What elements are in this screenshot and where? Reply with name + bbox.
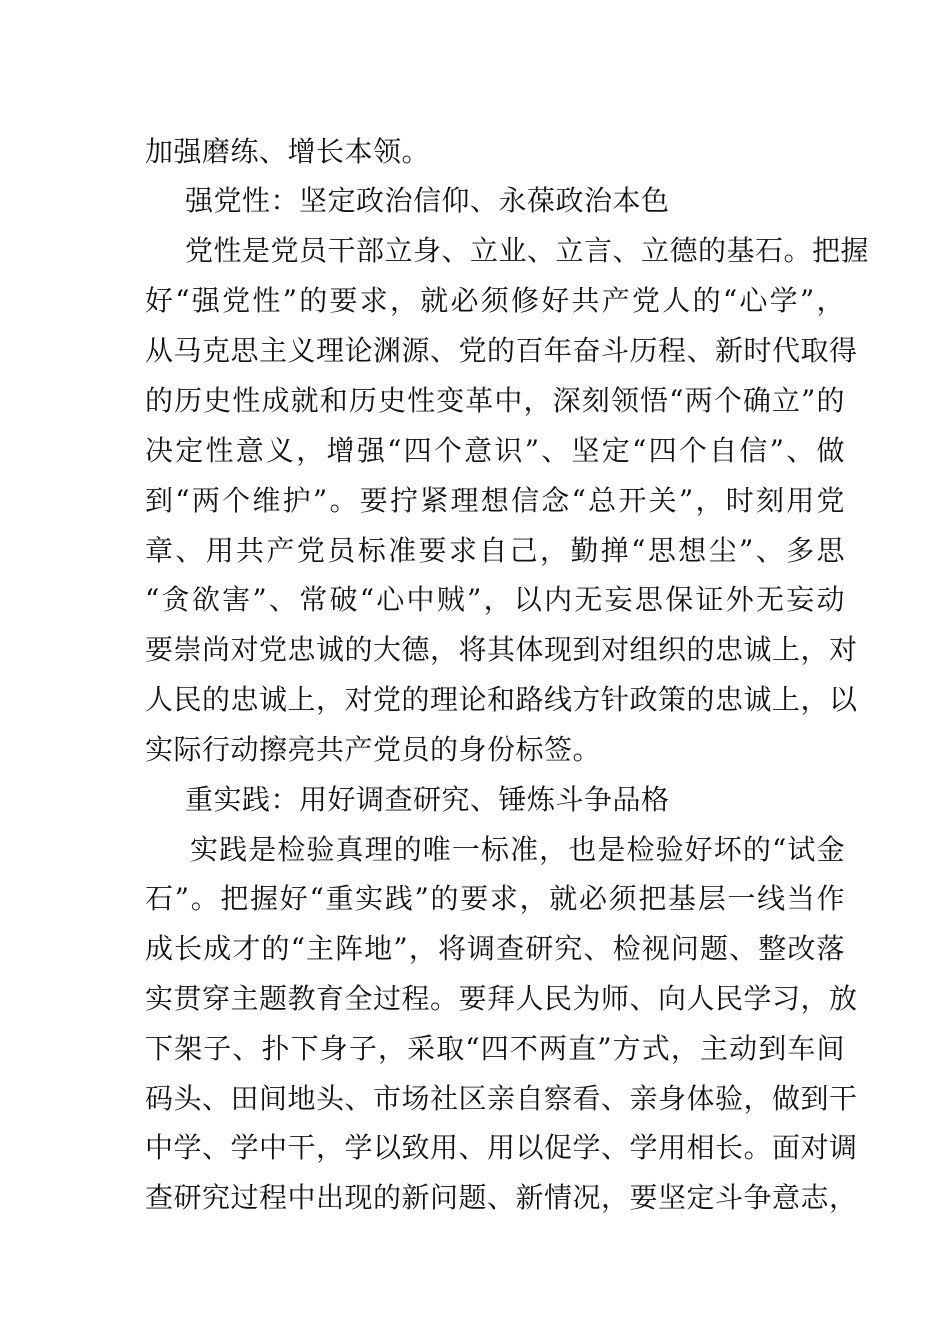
paragraph-line: 要崇尚对党忠诚的大德，将其体现到对组织的忠诚上，对 <box>145 633 858 666</box>
paragraph-line: 中学、学中干，学以致用、用以促学、学用相长。面对调 <box>145 1131 858 1164</box>
paragraph-line: 人民的忠诚上，对党的理论和路线方针政策的忠诚上，以 <box>145 683 858 716</box>
section-heading-practice: 重实践：用好调查研究、锤炼斗争品格 <box>185 783 670 816</box>
paragraph-line: “贪欲害”、常破“心中贼”，以内无妄思保证外无妄动 <box>145 583 845 616</box>
paragraph-line: 章、用共产党员标准要求自己，勤掸“思想尘”、多思 <box>145 534 845 567</box>
section-heading-party-spirit: 强党性：坚定政治信仰、永葆政治本色 <box>185 184 670 217</box>
paragraph-line: 加强磨练、增长本领。 <box>145 135 431 168</box>
paragraph-line: 的历史性成就和历史性变革中，深刻领悟“两个确立”的 <box>145 384 845 417</box>
paragraph-line: 党性是党员干部立身、立业、立言、立德的基石。把握 <box>185 234 870 267</box>
paragraph-line: 石”。把握好“重实践”的要求，就必须把基层一线当作 <box>145 882 845 915</box>
paragraph-line: 实贯穿主题教育全过程。要拜人民为师、向人民学习，放 <box>145 982 858 1015</box>
paragraph-line: 决定性意义，增强“四个意识”、坚定“四个自信”、做 <box>145 434 845 467</box>
paragraph-line: 成长成才的“主阵地”，将调查研究、检视问题、整改落 <box>145 932 845 965</box>
paragraph-line: 实际行动擦亮共产党员的身份标签。 <box>145 733 602 766</box>
paragraph-line: 查研究过程中出现的新问题、新情况，要坚定斗争意志， <box>145 1181 858 1214</box>
paragraph-line: 好“强党性”的要求，就必须修好共产党人的“心学”， <box>145 284 845 317</box>
paragraph-line: 下架子、扑下身子，采取“四不两直”方式，主动到车间 <box>145 1032 845 1065</box>
paragraph-line: 实践是检验真理的唯一标准，也是检验好坏的“试金 <box>190 833 845 866</box>
paragraph-line: 码头、田间地头、市场社区亲自察看、亲身体验，做到干 <box>145 1082 858 1115</box>
paragraph-line: 从马克思主义理论渊源、党的百年奋斗历程、新时代取得 <box>145 334 858 367</box>
paragraph-line: 到“两个维护”。要拧紧理想信念“总开关”，时刻用党 <box>145 484 845 517</box>
